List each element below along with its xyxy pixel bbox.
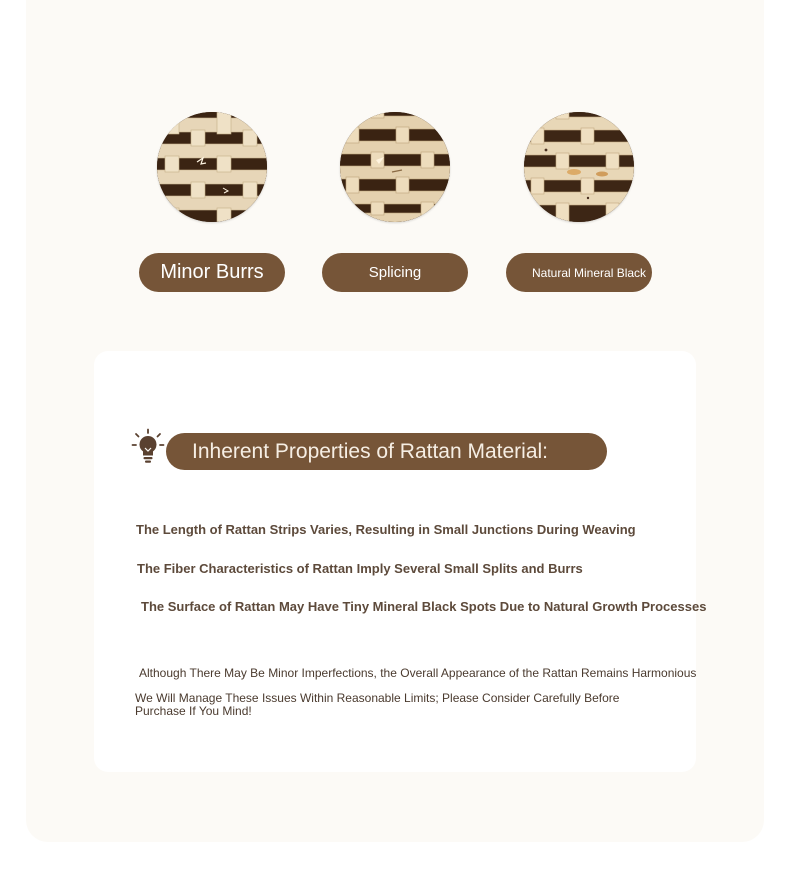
property-point: The Surface of Rattan May Have Tiny Mineral Black Spots Due to Natural Growth Processes xyxy=(141,599,707,614)
rattan-weave-image xyxy=(340,112,450,222)
property-point: The Fiber Characteristics of Rattan Imply Several Small Splits and Burrs xyxy=(137,561,583,576)
sample-label-pill: Splicing xyxy=(322,253,468,292)
sample-splicing xyxy=(322,112,468,292)
sample-natural-mineral-black xyxy=(506,112,652,292)
property-point: The Length of Rattan Strips Varies, Resulting in Small Junctions During Weaving xyxy=(136,522,636,537)
purchase-disclaimer: We Will Manage These Issues Within Reasonable Limits; Please Consider Carefully Before Purchase If You Mind! xyxy=(135,691,620,718)
lightbulb-icon xyxy=(131,428,165,464)
weave-minor-burrs-graphic xyxy=(157,112,267,222)
weave-splicing-graphic xyxy=(340,112,450,222)
sample-label-pill: Natural Mineral Black xyxy=(506,253,652,292)
sample-minor-burrs xyxy=(139,112,285,292)
harmony-note: Although There May Be Minor Imperfections, the Overall Appearance of the Rattan Remains Harmonious xyxy=(139,666,697,680)
properties-heading: Inherent Properties of Rattan Material: xyxy=(166,433,607,470)
rattan-weave-image xyxy=(524,112,634,222)
rattan-weave-image xyxy=(157,112,267,222)
sample-label-pill: Minor Burrs xyxy=(139,253,285,292)
rattan-samples xyxy=(0,0,790,300)
weave-mineral-black-graphic xyxy=(524,112,634,222)
